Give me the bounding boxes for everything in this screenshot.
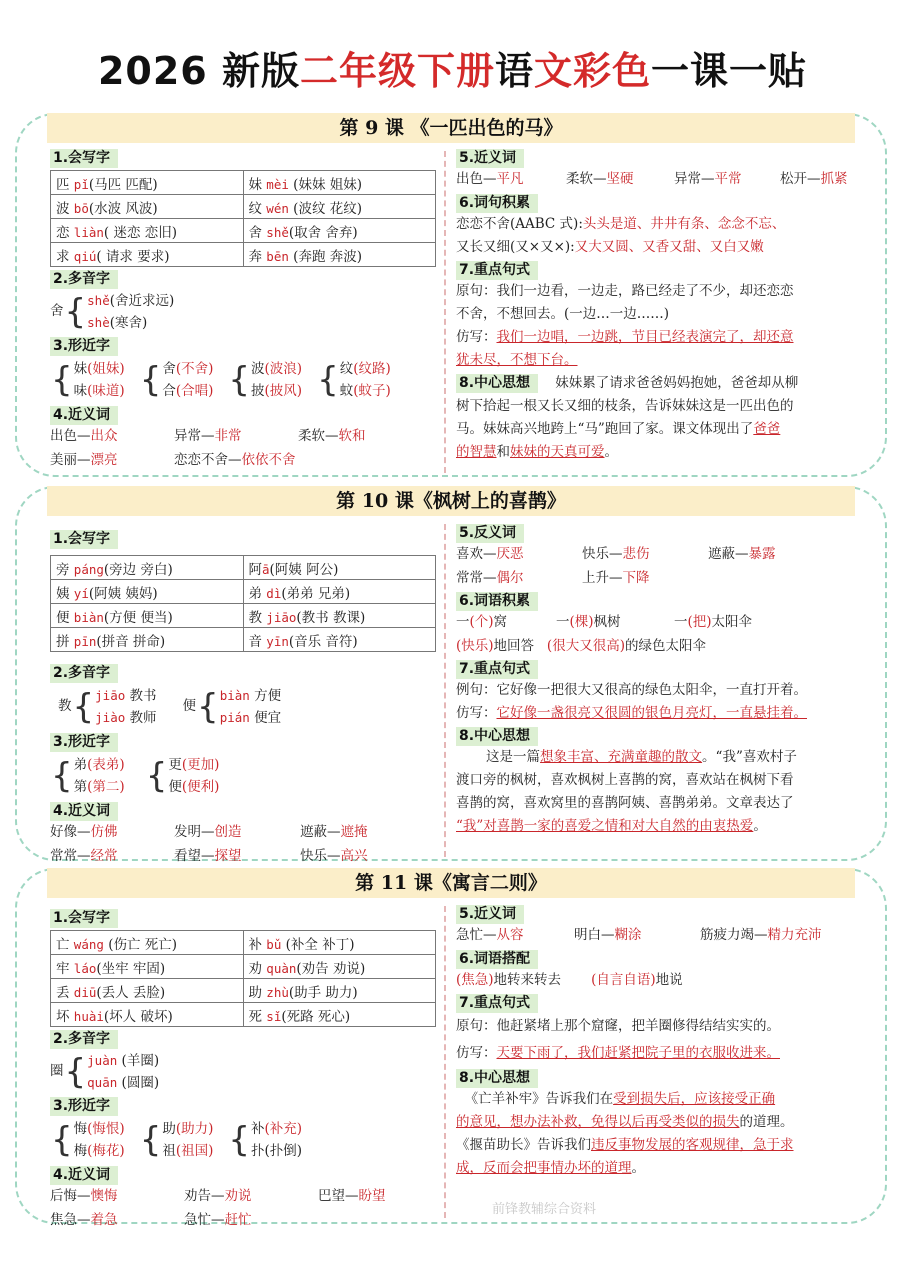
- brace-icon: {: [139, 360, 162, 400]
- table-row: [51, 955, 436, 979]
- cell: 牢 láo(坐牢 牢固): [51, 955, 244, 979]
- section-title: 4.近义词: [50, 406, 118, 425]
- brace-icon: {: [51, 360, 73, 400]
- brace-icon: {: [145, 756, 168, 796]
- table-row: [51, 580, 436, 604]
- page-title: 2026 新版二年级下册语文彩色一课一贴: [97, 49, 808, 93]
- section-title: 5.近义词: [456, 149, 524, 168]
- cell: 纹 wén (波纹 花纹): [243, 195, 436, 219]
- brace-icon: {: [72, 687, 95, 727]
- cell: 助 zhù(助手 助力): [243, 979, 436, 1003]
- section-title: 7.重点句式: [456, 261, 538, 280]
- lesson-9-title: 第 9 课 《一匹出色的马》: [47, 113, 855, 143]
- section-title: 2.多音字: [50, 1030, 118, 1049]
- section-title: 6.词语搭配: [456, 950, 538, 969]
- section-title: 8.中心思想: [456, 374, 538, 393]
- table-row: [51, 1003, 436, 1027]
- cell: 亡 wáng (伤亡 死亡): [51, 931, 244, 955]
- divider: [444, 524, 446, 857]
- writing-chars-table: [50, 555, 436, 652]
- lesson-10-right: [456, 522, 881, 838]
- synonyms: 后悔—懊悔 劝告—劝说 巴望—盼望 焦急—着急 急忙—赶忙: [50, 1188, 386, 1228]
- lesson-10-left: [50, 528, 440, 868]
- cell: 求 qiú( 请求 要求): [51, 243, 244, 267]
- cell: 阿ā(阿姨 阿公): [243, 556, 436, 580]
- lesson-11-title: 第 11 课《寓言二则》: [47, 868, 855, 898]
- brace-icon: {: [64, 1052, 87, 1092]
- polyphone-group: 教 { jiāo 教书 jiào 教师 便 { biàn 方便 pián 便宜: [58, 687, 282, 727]
- section-title: 1.会写字: [50, 530, 118, 549]
- section-title: 2.多音字: [50, 270, 118, 289]
- divider: [444, 151, 446, 473]
- section-title: 4.近义词: [50, 1166, 118, 1185]
- lesson-9-left: [50, 147, 440, 472]
- cell: 劝 quàn(劝告 劝说): [243, 955, 436, 979]
- polyphone-group: 圈 { juàn (羊圈) quān (圆圈): [50, 1052, 160, 1092]
- section-title: 1.会写字: [50, 909, 118, 928]
- writing-chars-table: [50, 170, 436, 267]
- table-row: [51, 243, 436, 267]
- table-row: [51, 604, 436, 628]
- cell: 音 yīn(音乐 音符): [243, 628, 436, 652]
- central-idea: 8.中心思想 妹妹累了请求爸爸妈妈抱她，爸爸却从柳 树下拾起一根又长又细的枝条，告诉妹妹这是一匹出色的 马。妹妹高兴地跨上“马”跑回了家。课文体现出了爸爸 的智慧和妹妹的天真可爱。: [456, 374, 799, 460]
- key-sentences: 原句：他赶紧堵上那个窟窿，把羊圈修得结结实实的。 仿写：天要下雨了，我们赶紧把院子里的衣服收进来。: [456, 1018, 780, 1061]
- polyphone-group: 舍 { shě(舍近求远) shè(寒舍): [50, 292, 175, 332]
- cell: 丢 diū(丢人 丢脸): [51, 979, 244, 1003]
- table-row: [51, 931, 436, 955]
- brace-icon: {: [228, 360, 251, 400]
- phrase-accumulation: 一(个)窝 一(棵)枫树 一(把)太阳伞 (快乐)地回答 (很大又很高)的绿色太阳伞: [456, 614, 753, 654]
- cell: 奔 bēn (奔跑 奔波): [243, 243, 436, 267]
- synonyms: 出色—平凡 柔软—坚硬 异常—平常 松开—抓紧: [456, 171, 848, 187]
- section-title: 3.形近字: [50, 1097, 118, 1116]
- cell: 教 jiāo(教书 教课): [243, 604, 436, 628]
- section-title: 2.多音字: [50, 664, 118, 683]
- cell: 补 bǔ (补全 补丁): [243, 931, 436, 955]
- table-row: [51, 979, 436, 1003]
- cell: 弟 dì(弟弟 兄弟): [243, 580, 436, 604]
- section-title: 4.近义词: [50, 802, 118, 821]
- section-title: 7.重点句式: [456, 994, 538, 1013]
- key-sentences: 例句：它好像一把很大又很高的绿色太阳伞，一直打开着。 仿写：它好像一盏很亮又很圆的银色月亮灯，一直悬挂着。: [456, 682, 807, 721]
- brace-icon: {: [197, 687, 219, 727]
- brace-icon: {: [51, 756, 73, 796]
- antonyms: 喜欢—厌恶 快乐—悲伤 遮蔽—暴露 常常—偶尔 上升—下降: [456, 546, 776, 586]
- cell: 妹 mèi (妹妹 姐妹): [243, 171, 436, 195]
- table-row: [51, 171, 436, 195]
- key-sentences: 原句：我们一边看，一边走，路已经走了不少，却还恋恋 不舍，不想回去。(一边…一边……) 仿写：我们一边唱，一边跳，节目已经表演完了，却还意 犹未尽，不想下台。: [456, 282, 794, 368]
- cell: 波 bō(水波 风波): [51, 195, 244, 219]
- cell: 便 biàn(方便 便当): [51, 604, 244, 628]
- lesson-11-right: [456, 903, 881, 1180]
- section-title: 8.中心思想: [456, 1069, 538, 1088]
- cell: 姨 yí(阿姨 姨妈): [51, 580, 244, 604]
- synonyms: 急忙—从容 明白—糊涂 筋疲力竭—精力充沛: [456, 927, 822, 943]
- section-title: 3.形近字: [50, 337, 118, 356]
- table-row: [51, 219, 436, 243]
- cell: 死 sǐ(死路 死心): [243, 1003, 436, 1027]
- cell: 舍 shě(取舍 舍弃): [243, 219, 436, 243]
- table-row: [51, 628, 436, 652]
- lesson-11-left: [50, 907, 440, 1232]
- synonyms: 好像—仿佛 发明—创造 遮蔽—遮掩 常常—经常 看望—探望 快乐—高兴: [50, 824, 368, 864]
- brace-icon: {: [139, 1120, 162, 1160]
- writing-chars-table: [50, 930, 436, 1027]
- section-title: 6.词语积累: [456, 592, 538, 611]
- cell: 拼 pīn(拼音 拼命): [51, 628, 244, 652]
- cell: 匹 pǐ(马匹 匹配): [51, 171, 244, 195]
- watermark: 前锋教辅综合资料: [492, 1202, 597, 1217]
- cell: 坏 huài(坏人 破坏): [51, 1003, 244, 1027]
- table-row: [51, 195, 436, 219]
- similar-chars: { 悔(悔恨) 梅(梅花) { 助(助力) 祖(祖国) { 补(补充) 扑(扑倒): [51, 1120, 303, 1160]
- brace-icon: {: [51, 1120, 73, 1160]
- section-title: 5.近义词: [456, 905, 524, 924]
- section-title: 1.会写字: [50, 149, 118, 168]
- section-title: 7.重点句式: [456, 660, 538, 679]
- similar-chars: { 妹(姐妹) 味(味道) { 舍(不舍) 合(合唱) { 波(波浪) 披(披风) { 纹(纹路) 蚊(蚊子): [51, 360, 391, 400]
- brace-icon: {: [64, 292, 87, 332]
- phrase-accumulation: 恋恋不舍(AABC 式):头头是道、井井有条、念念不忘、 又长又细(又×又×):又大又圆、又香又甜、又白又嫩: [456, 215, 786, 255]
- table-row: [51, 556, 436, 580]
- central-idea: 这是一篇想象丰富、充满童趣的散文。“我”喜欢村子 渡口旁的枫树，喜欢枫树上喜鹊的窝，喜欢站在枫树下看 喜鹊的窝，喜欢窝里的喜鹊阿姨、喜鹊弟弟。文章表达了 “我”对喜鹊一家的喜爱之情和对大自然的由衷热爱。: [456, 749, 797, 834]
- section-title: 8.中心思想: [456, 727, 538, 746]
- section-title: 5.反义词: [456, 524, 524, 543]
- phrase-collocation: (焦急)地转来转去 (自言自语)地说: [456, 971, 683, 988]
- brace-icon: {: [228, 1120, 251, 1160]
- cell: 旁 páng(旁边 旁白): [51, 556, 244, 580]
- lesson-9-right: [456, 147, 881, 464]
- similar-chars: { 弟(表弟) 第(第二) { 更(更加) 便(便利): [51, 756, 220, 796]
- section-title: 6.词句积累: [456, 194, 538, 213]
- cell: 恋 liàn( 迷恋 恋旧): [51, 219, 244, 243]
- central-idea: 《亡羊补牢》告诉我们在受到损失后，应该接受正确 的意见，想办法补救，免得以后再受类似的损失的道理。 《揠苗助长》告诉我们违反事物发展的客观规律，急于求 成，反而会把事情办坏的道理。: [456, 1091, 794, 1176]
- lesson-10-title: 第 10 课《枫树上的喜鹊》: [47, 486, 855, 516]
- section-title: 3.形近字: [50, 733, 118, 752]
- brace-icon: {: [317, 360, 339, 400]
- synonyms: 出色—出众 异常—非常 柔软—软和 美丽—漂亮 恋恋不舍—依依不舍: [50, 428, 366, 468]
- divider: [444, 906, 446, 1218]
